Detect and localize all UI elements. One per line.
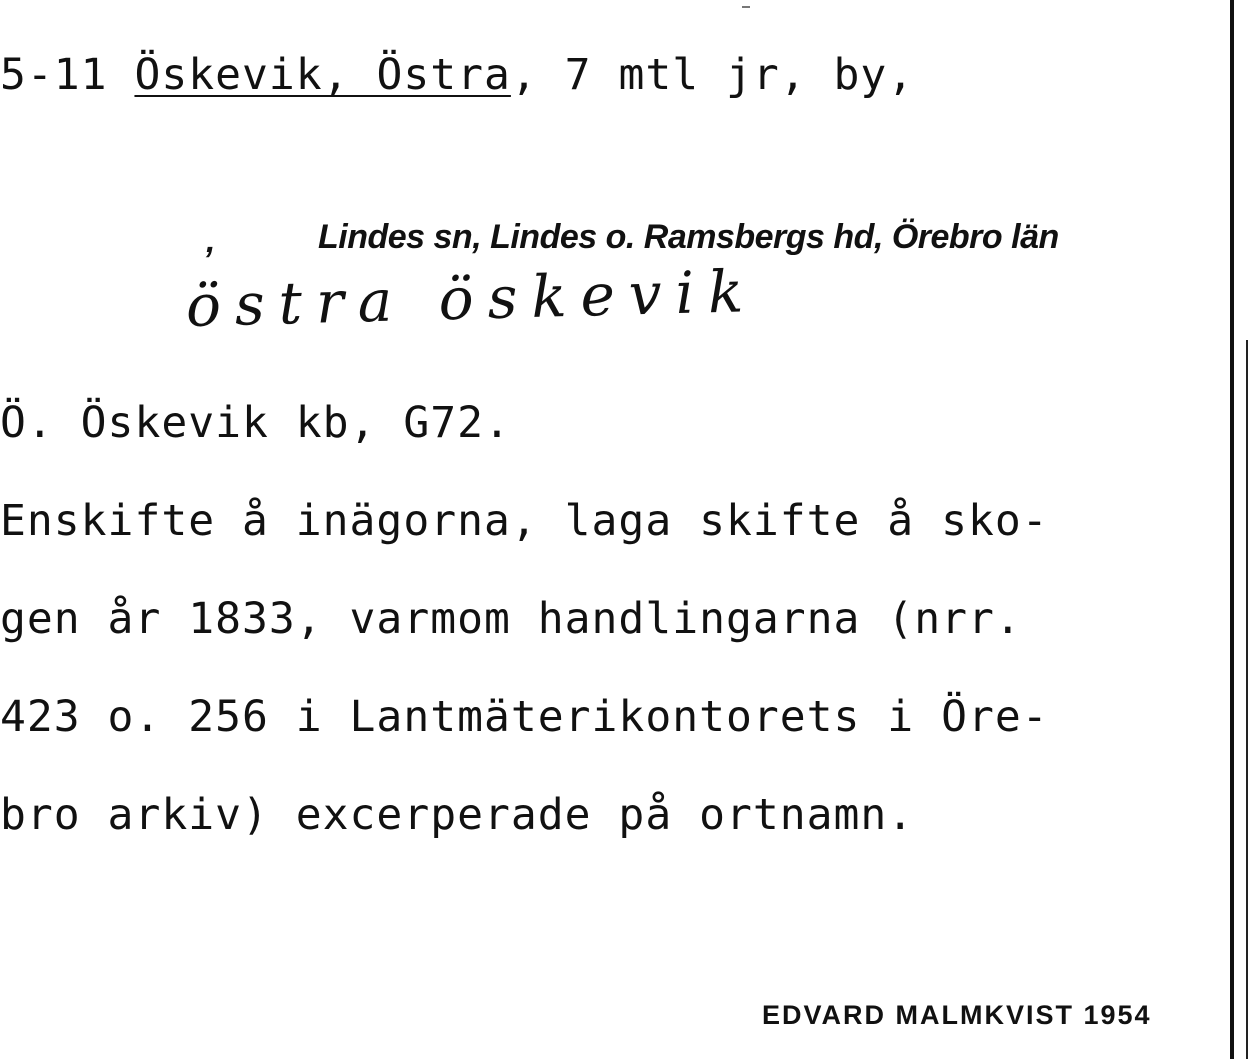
location-line: Lindes sn, Lindes o. Ramsbergs hd, Örebro län bbox=[318, 218, 1059, 256]
body-line-3: gen år 1833, varmom handlingarna (nrr. bbox=[0, 594, 1022, 644]
header-place-name: Öskevik, Östra bbox=[134, 50, 511, 100]
body-line-4: 423 o. 256 i Lantmäterikontorets i Öre- bbox=[0, 692, 1049, 742]
body-line-1: Ö. Öskevik kb, G72. bbox=[0, 398, 511, 448]
body-line-2: Enskifte å inägorna, laga skifte å sko- bbox=[0, 496, 1049, 546]
card-right-edge bbox=[1230, 0, 1234, 1059]
header-code: 5-11 bbox=[0, 50, 108, 100]
header-rest: , 7 mtl jr, by, bbox=[510, 50, 915, 100]
card-right-edge-inner bbox=[1246, 340, 1248, 1059]
body-line-5: bro arkiv) excerperade på ortnamn. bbox=[0, 790, 915, 840]
scan-speck bbox=[742, 6, 750, 8]
header-line bbox=[0, 50, 914, 100]
location-comma: , bbox=[206, 222, 216, 260]
handwritten-note: östra öskevik bbox=[185, 257, 759, 340]
signature-stamp: EDVARD MALMKVIST 1954 bbox=[762, 1000, 1152, 1030]
